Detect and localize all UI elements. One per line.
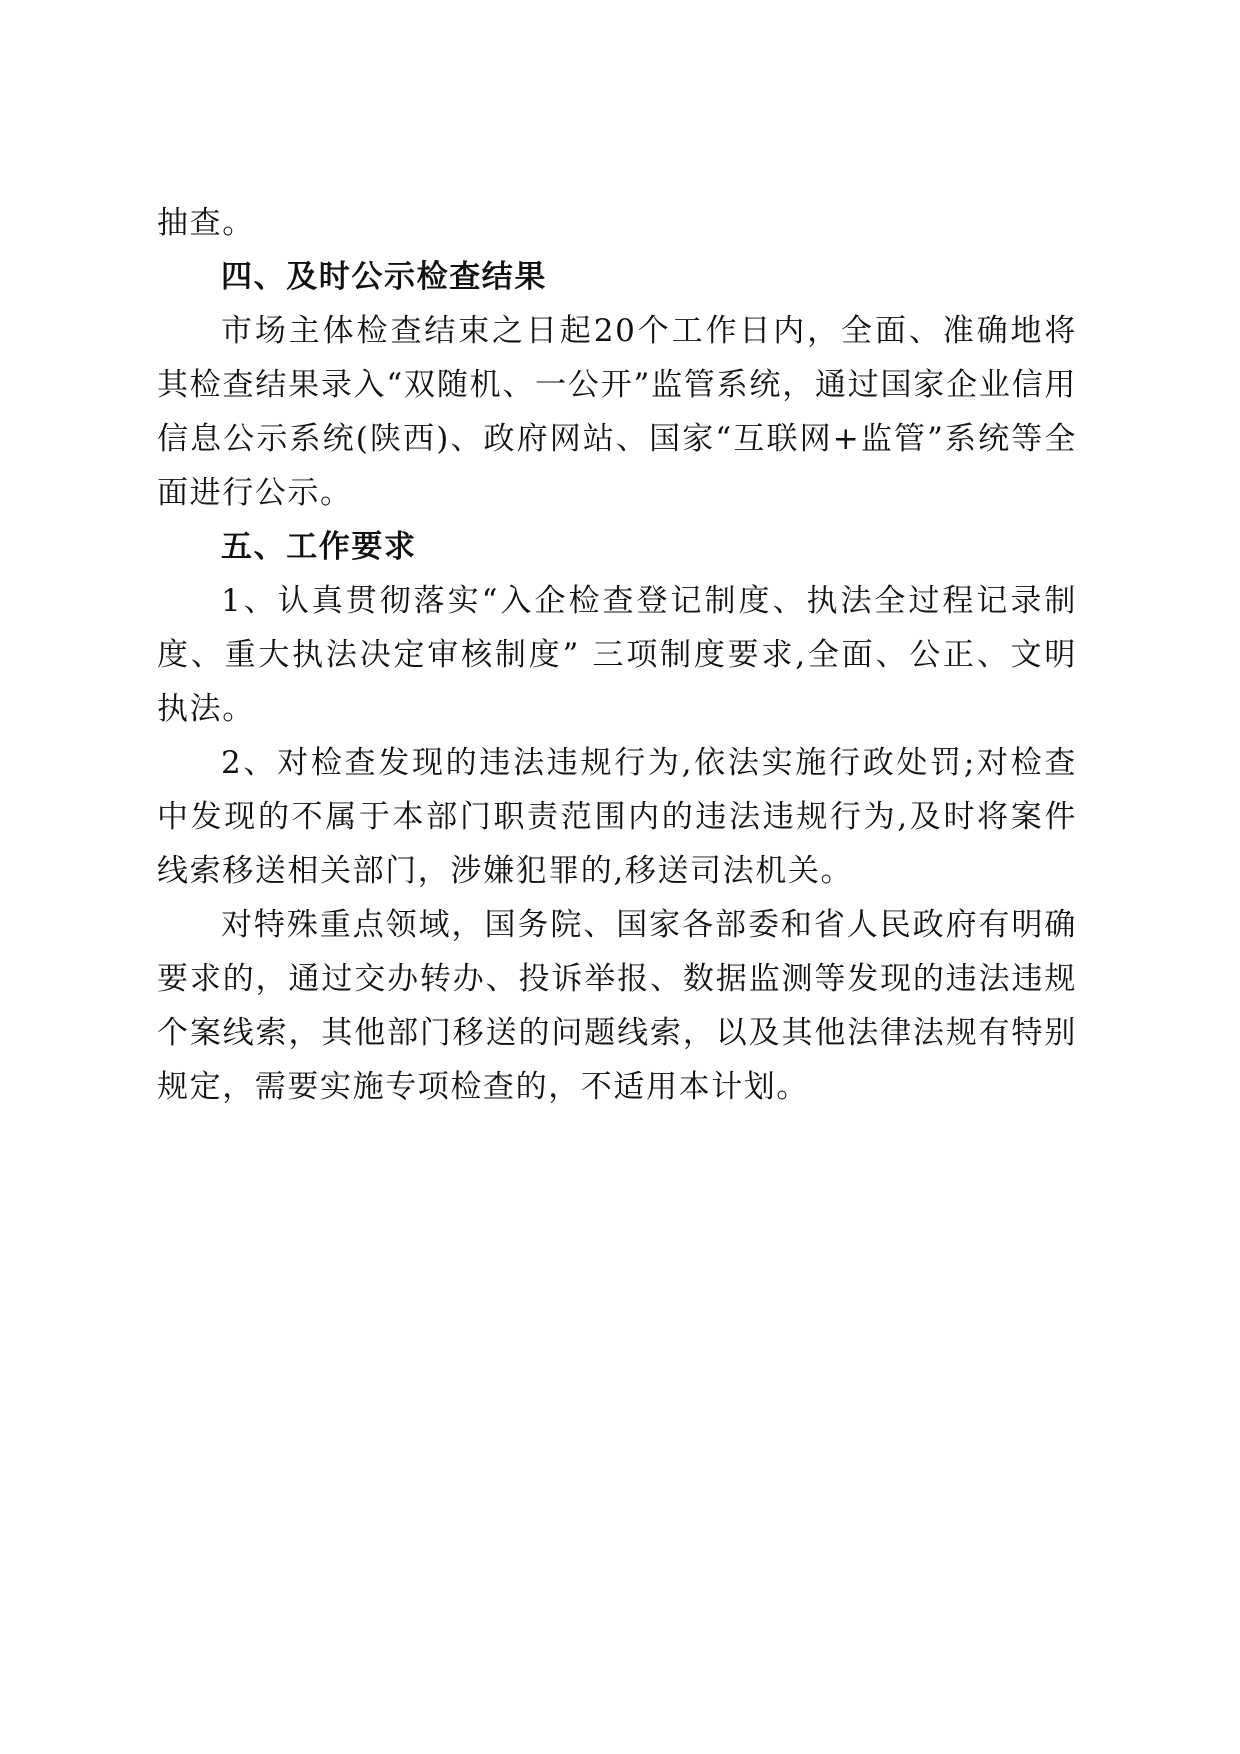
paragraph-continuation: 抽查。 bbox=[157, 205, 255, 241]
document-body bbox=[157, 196, 1077, 1114]
section-heading-five: 五、工作要求 bbox=[221, 529, 417, 565]
section-heading-four: 四、及时公示检查结果 bbox=[221, 259, 547, 295]
paragraph-requirement-2: 2、对检查发现的违法违规行为,依法实施行政处罚;对检查中发现的不属于本部门职责范围内的违法违规行为,及时将案件线索移送相关部门，涉嫌犯罪的,移送司法机关。 bbox=[157, 745, 1077, 889]
paragraph-publicity: 市场主体检查结束之日起20个工作日内，全面、准确地将其检查结果录入“双随机、一公开”监管系统，通过国家企业信用信息公示系统(陕西)、政府网站、国家“互联网+监管”系统等全面进行公示。 bbox=[157, 313, 1077, 511]
paragraph-special-areas: 对特殊重点领域，国务院、国家各部委和省人民政府有明确要求的，通过交办转办、投诉举报、数据监测等发现的违法违规个案线索，其他部门移送的问题线索，以及其他法律法规有特别规定，需要实施专项检查的，不适用本计划。 bbox=[157, 907, 1077, 1105]
paragraph-requirement-1: 1、认真贯彻落实“入企检查登记制度、执法全过程记录制度、重大执法决定审核制度” 三项制度要求,全面、公正、文明执法。 bbox=[157, 583, 1077, 727]
